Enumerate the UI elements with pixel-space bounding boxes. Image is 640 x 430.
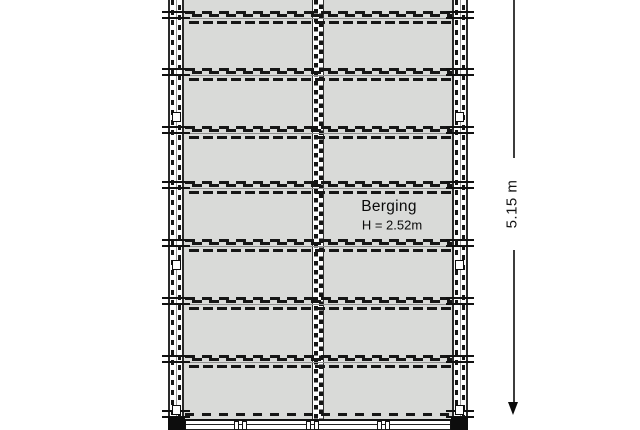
wall-tick <box>162 239 190 247</box>
mullion-post <box>242 421 247 430</box>
joist-line-4 <box>185 181 452 194</box>
mullion-post <box>314 421 319 430</box>
wall-tick <box>446 68 474 76</box>
wall-tick <box>446 126 474 134</box>
wall-tick <box>162 297 190 305</box>
room-name-label: Berging <box>361 198 417 215</box>
wall-tick <box>446 181 474 189</box>
corner-block-left <box>168 417 185 430</box>
dimension-line-lower <box>513 250 515 404</box>
wall-post-marker <box>172 405 181 415</box>
joist-line-5 <box>185 239 452 252</box>
wall-post-marker <box>172 260 181 270</box>
mullion-post <box>377 421 382 430</box>
wall-post-marker <box>455 260 464 270</box>
mullion-post <box>306 421 311 430</box>
dimension-arrow-down-icon <box>508 402 518 415</box>
room-height-label: H = 2.52m <box>361 217 423 233</box>
corner-block-right <box>451 417 468 430</box>
mullion-post <box>234 421 239 430</box>
wall-tick <box>162 355 190 363</box>
wall-tick <box>162 181 190 189</box>
wall-tick <box>446 355 474 363</box>
wall-tick <box>446 297 474 305</box>
joist-line-7 <box>185 355 452 368</box>
mullion-post <box>385 421 390 430</box>
joist-line-2 <box>185 68 452 81</box>
wall-tick <box>162 68 190 76</box>
joist-line-3 <box>185 126 452 139</box>
wall-tick <box>446 239 474 247</box>
wall-post-marker <box>455 112 464 122</box>
wall-tick <box>446 11 474 19</box>
joist-line-1 <box>185 11 452 24</box>
wall-tick <box>162 11 190 19</box>
wall-tick <box>162 126 190 134</box>
wall-post-marker <box>172 112 181 122</box>
joist-line-bottom <box>185 413 452 416</box>
wall-post-marker <box>455 405 464 415</box>
joist-line-6 <box>185 297 452 310</box>
dimension-label: 5.15 m <box>503 179 521 229</box>
dimension-line-upper <box>513 0 515 158</box>
